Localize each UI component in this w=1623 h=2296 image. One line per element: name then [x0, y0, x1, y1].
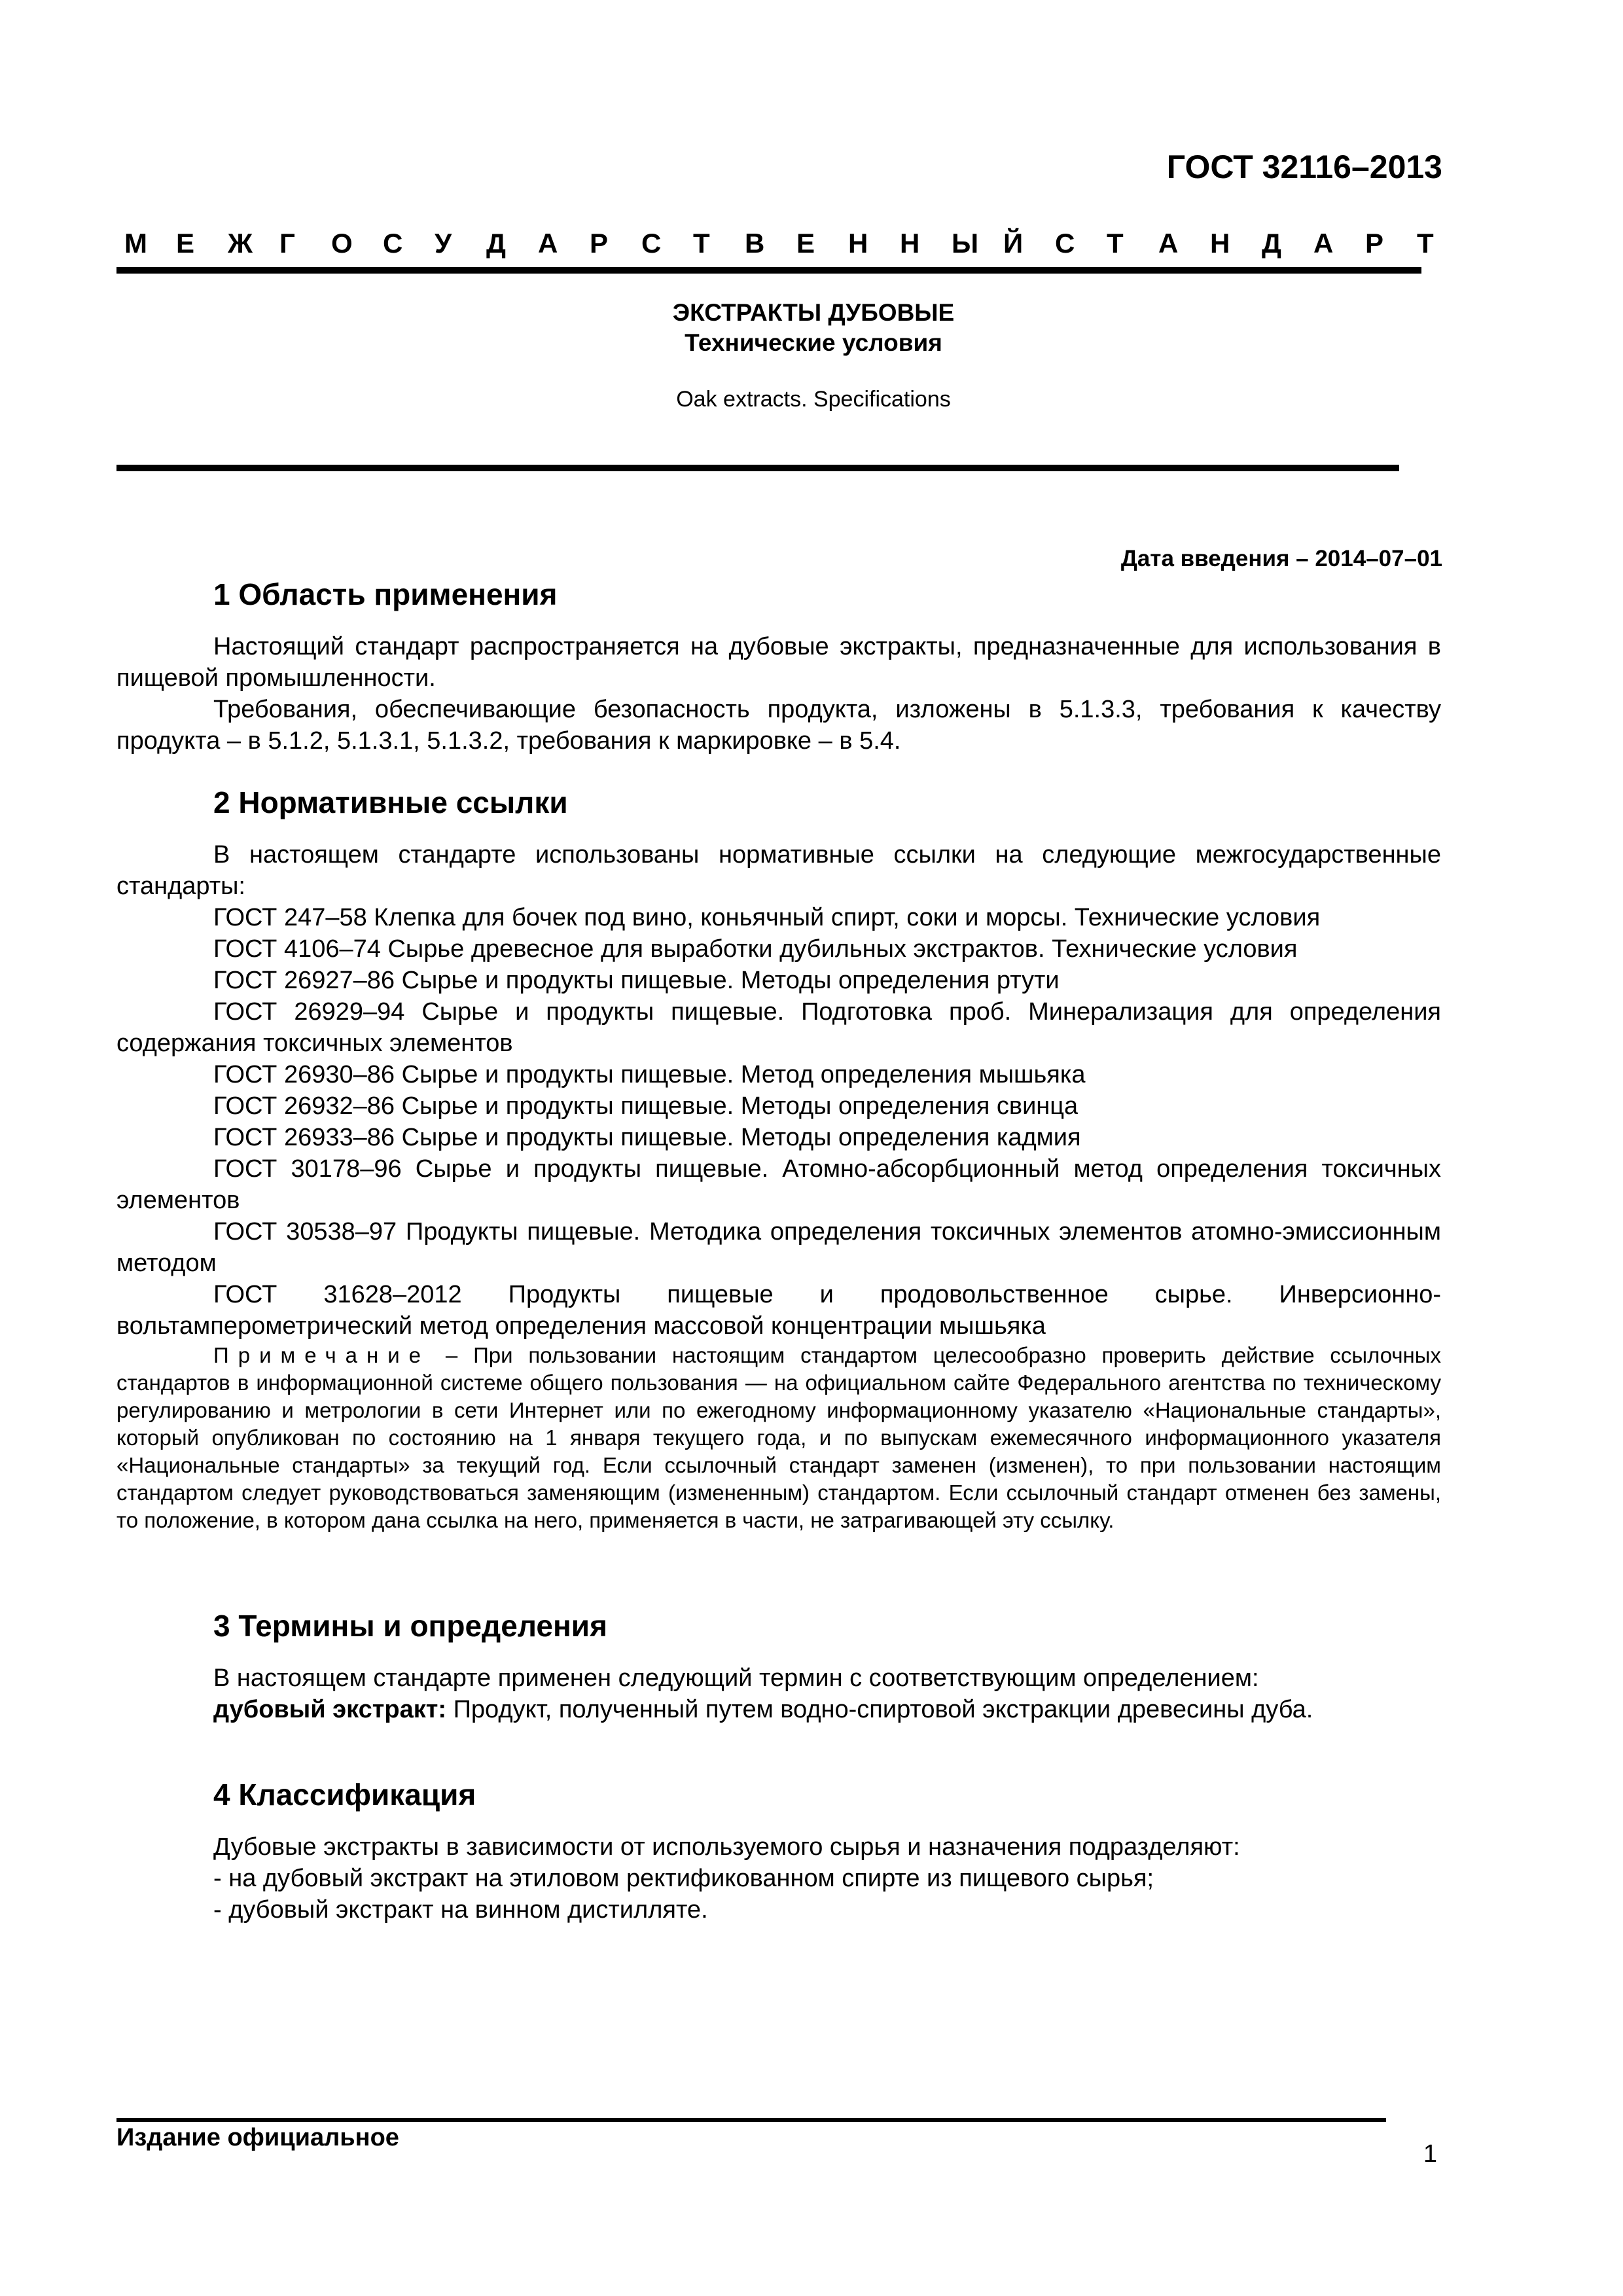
paragraph: В настоящем стандарте использованы нормативные ссылки на следующие межгосударственные стандарты: — [116, 841, 1441, 900]
header-rule — [116, 267, 1421, 274]
note-label: Примечание — [213, 1343, 431, 1367]
paragraph: Настоящий стандарт распространяется на дубовые экстракты, предназначенные для использования в пищевой промышленности. — [116, 633, 1441, 692]
introduction-date: Дата введения – 2014–07–01 — [1120, 546, 1442, 571]
paragraph: Дубовые экстракты в зависимости от используемого сырья и назначения подразделяют: — [213, 1833, 1240, 1861]
section-heading: 3 Термины и определения — [213, 1609, 607, 1643]
note-text: – При пользовании настоящим стандартом целесообразно проверить действие ссылочных стандартов в информационной системе общего пользования — на официальном сайте Федерального агентства по техническому регулированию и метрологии в сети Интернет или по ежегодному информационному указателю «Национальные стандарты», который опубликован по состоянию на 1 января текущего года, и по выпускам ежемесячного информационного указателя «Национальные стандарты» за текущий год. Если ссылочный стандарт заменен (изменен), то при пользовании настоящим стандартом следует руководствоваться заменяющим (измененным) стандартом. Если ссылочный стандарт отменен без замены, то положение, в котором дана ссылка на него, применяется в части, не затрагивающей эту ссылку. — [116, 1343, 1442, 1532]
term-definition — [213, 1694, 1441, 1725]
definition: Продукт, полученный путем водно-спиртовой экстракции древесины дуба. — [453, 1696, 1313, 1723]
reference-item: ГОСТ 26930–86 Сырье и продукты пищевые. Метод определения мышьяка — [213, 1061, 1086, 1088]
reference-item: ГОСТ 30538–97 Продукты пищевые. Методика определения токсичных элементов атомно-эмиссионным методом — [116, 1218, 1441, 1277]
reference-item: ГОСТ 26927–86 Сырье и продукты пищевые. Методы определения ртути — [213, 967, 1060, 994]
reference-item: ГОСТ 4106–74 Сырье древесное для выработки дубильных экстрактов. Технические условия — [213, 935, 1298, 963]
document-body — [116, 575, 1441, 1926]
standard-type-word-1: М Е Ж Г О С У Д А Р С Т В Е Н Н Ы Й — [124, 228, 1024, 259]
list-item: - на дубовый экстракт на этиловом ректификованном спирте из пищевого сырья; — [213, 1865, 1154, 1892]
reference-item: ГОСТ 26932–86 Сырье и продукты пищевые. Методы определения свинца — [213, 1092, 1079, 1120]
section-heading: 2 Нормативные ссылки — [213, 785, 568, 819]
section-heading: 4 Классификация — [213, 1778, 476, 1812]
paragraph: Требования, обеспечивающие безопасность продукта, изложены в 5.1.3.3, требования к качеству продукта – в 5.1.2, 5.1.3.1, 5.1.3.2, требования к маркировке – в 5.4. — [116, 696, 1441, 755]
reference-item: ГОСТ 247–58 Клепка для бочек под вино, коньячный спирт, соки и морсы. Технические условия — [213, 904, 1321, 931]
standard-type-word-2: С Т А Н Д А Р Т — [1055, 228, 1434, 259]
document-title-english: Oak extracts. Specifications — [676, 387, 951, 412]
page-number: 1 — [1423, 2140, 1437, 2168]
list-item: - дубовый экстракт на винном дистилляте. — [213, 1896, 708, 1924]
document-code: ГОСТ 32116–2013 — [1166, 149, 1442, 185]
document-subtitle: Технические условия — [685, 329, 942, 356]
paragraph: В настоящем стандарте применен следующий термин с соответствующим определением: — [213, 1664, 1259, 1692]
reference-item: ГОСТ 30178–96 Сырье и продукты пищевые. Атомно-абсорбционный метод определения токсичных элементов — [116, 1155, 1441, 1214]
reference-item: ГОСТ 31628–2012 Продукты пищевые и продовольственное сырье. Инверсионно-вольтамперометрический метод определения массовой концентрации мышьяка — [116, 1281, 1441, 1340]
official-edition-label: Издание официальное — [116, 2124, 399, 2151]
title-block — [116, 298, 1510, 413]
reference-item: ГОСТ 26933–86 Сырье и продукты пищевые. Методы определения кадмия — [213, 1124, 1081, 1151]
note — [116, 1342, 1441, 1534]
document-title: ЭКСТРАКТЫ ДУБОВЫЕ — [672, 299, 955, 326]
title-rule — [116, 465, 1399, 471]
section-heading: 1 Область применения — [213, 577, 558, 611]
footer-rule — [116, 2118, 1386, 2122]
standard-type-heading — [124, 228, 1434, 259]
term: дубовый экстракт: — [213, 1696, 447, 1723]
reference-item: ГОСТ 26929–94 Сырье и продукты пищевые. Подготовка проб. Минерализация для определения содержания токсичных элементов — [116, 998, 1441, 1057]
